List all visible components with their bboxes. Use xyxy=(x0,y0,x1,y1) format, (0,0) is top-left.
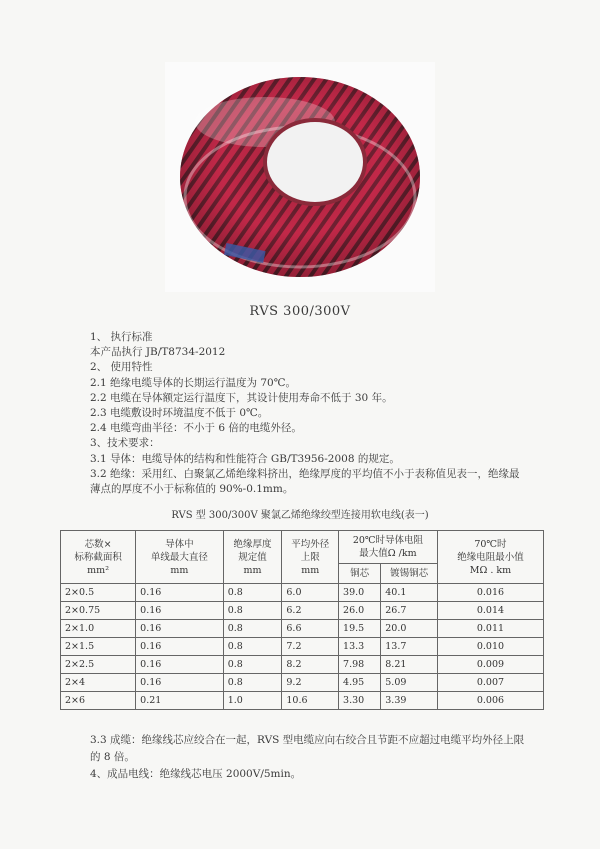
header-outer-diameter: 平均外径 上限 mm xyxy=(282,531,339,584)
section-line: 3.1 导体：电缆导体的结构和性能符合 GB/T3956-2008 的规定。 xyxy=(90,452,400,465)
table-cell: 19.5 xyxy=(339,620,381,638)
table-cell: 0.016 xyxy=(437,584,543,602)
header-copper: 铜芯 xyxy=(339,564,381,584)
table-row xyxy=(61,602,544,620)
spec-text xyxy=(90,330,530,497)
footer-line: 3.3 成缆：绝缘线芯应绞合在一起，RVS 型电缆应向右绞合且节距不应超过电缆平均外径上限的 8 倍。 xyxy=(90,734,525,763)
table-cell: 6.0 xyxy=(282,584,339,602)
table-cell: 0.8 xyxy=(223,620,282,638)
table-body xyxy=(61,584,544,710)
table-row xyxy=(61,656,544,674)
table-cell: 5.09 xyxy=(381,674,438,692)
table-cell: 0.8 xyxy=(223,584,282,602)
table-cell: 40.1 xyxy=(381,584,438,602)
table-cell: 2×1.0 xyxy=(61,620,136,638)
table-cell: 8.21 xyxy=(381,656,438,674)
table-cell: 13.7 xyxy=(381,638,438,656)
table-cell: 2×4 xyxy=(61,674,136,692)
header-tinned-copper: 镀锡铜芯 xyxy=(381,564,438,584)
table-cell: 10.6 xyxy=(282,692,339,710)
table-cell: 2×6 xyxy=(61,692,136,710)
table-cell: 20.0 xyxy=(381,620,438,638)
table-cell: 13.3 xyxy=(339,638,381,656)
footer-text xyxy=(90,732,530,783)
table-cell: 8.2 xyxy=(282,656,339,674)
table-cell: 7.2 xyxy=(282,638,339,656)
section-line: 本产品执行 JB/T8734-2012 xyxy=(90,346,226,359)
table-row xyxy=(61,584,544,602)
table-row xyxy=(61,638,544,656)
table-row xyxy=(61,692,544,710)
table-cell: 2×2.5 xyxy=(61,656,136,674)
table-cell: 2×0.75 xyxy=(61,602,136,620)
header-wire-diameter: 导体中 单线最大直径 mm xyxy=(136,531,224,584)
table-row xyxy=(61,674,544,692)
table-cell: 39.0 xyxy=(339,584,381,602)
table-cell: 0.006 xyxy=(437,692,543,710)
table-cell: 0.16 xyxy=(136,602,224,620)
cable-coil-image xyxy=(165,62,435,292)
table-cell: 0.16 xyxy=(136,584,224,602)
table-cell: 2×0.5 xyxy=(61,584,136,602)
table-cell: 0.21 xyxy=(136,692,224,710)
header-conductor-resistance: 20℃时导体电阻 最大值Ω /km xyxy=(339,531,438,564)
table-cell: 4.95 xyxy=(339,674,381,692)
section-line: 2.1 绝缘电缆导体的长期运行温度为 70℃。 xyxy=(90,376,296,389)
table-cell: 2×1.5 xyxy=(61,638,136,656)
table-cell: 0.16 xyxy=(136,620,224,638)
table-cell: 0.16 xyxy=(136,656,224,674)
table-cell: 9.2 xyxy=(282,674,339,692)
section-line: 3.2 绝缘：采用红、白聚氯乙烯绝缘料挤出，绝缘厚度的平均值不小于表称值见表一，绝缘最薄点的厚度不小于标称值的 90%-0.1mm。 xyxy=(90,467,520,496)
table-title: RVS 型 300/300V 聚氯乙烯绝缘绞型连接用软电线(表一) xyxy=(171,510,429,521)
table-cell: 0.011 xyxy=(437,620,543,638)
table-cell: 0.8 xyxy=(223,674,282,692)
cable-coil-photo xyxy=(165,62,435,292)
header-insulation-thickness: 绝缘厚度 规定值 mm xyxy=(223,531,282,584)
table-cell: 0.009 xyxy=(437,656,543,674)
table-cell: 0.8 xyxy=(223,656,282,674)
table-cell: 0.8 xyxy=(223,602,282,620)
table-cell: 3.30 xyxy=(339,692,381,710)
section-line: 2、 使用特性 xyxy=(90,361,153,374)
table-cell: 26.7 xyxy=(381,602,438,620)
section-line: 3、技术要求： xyxy=(90,437,160,450)
table-cell: 3.39 xyxy=(381,692,438,710)
table-cell: 0.16 xyxy=(136,638,224,656)
spec-table xyxy=(60,530,544,710)
section-line: 2.2 电缆在导体额定运行温度下，其设计使用寿命不低于 30 年。 xyxy=(90,391,393,404)
table-cell: 7.98 xyxy=(339,656,381,674)
table-cell: 1.0 xyxy=(223,692,282,710)
table-cell: 6.6 xyxy=(282,620,339,638)
table-cell: 0.8 xyxy=(223,638,282,656)
product-caption: RVS 300/300V xyxy=(249,304,351,319)
section-line: 2.3 电缆敷设时环境温度不低于 0℃。 xyxy=(90,407,269,420)
footer-line: 4、成品电线：绝缘线芯电压 2000V/5min。 xyxy=(90,768,302,780)
table-cell: 0.014 xyxy=(437,602,543,620)
table-cell: 0.007 xyxy=(437,674,543,692)
table-row xyxy=(61,620,544,638)
header-insulation-resistance: 70℃时 绝缘电阻最小值 MΩ . km xyxy=(437,531,543,584)
table-cell: 6.2 xyxy=(282,602,339,620)
table-cell: 26.0 xyxy=(339,602,381,620)
table-cell: 0.010 xyxy=(437,638,543,656)
table-cell: 0.16 xyxy=(136,674,224,692)
header-cores-section: 芯数× 标称截面积 mm² xyxy=(61,531,136,584)
section-line: 1、 执行标准 xyxy=(90,331,153,343)
section-line: 2.4 电缆弯曲半径：不小于 6 倍的电缆外径。 xyxy=(90,422,302,435)
